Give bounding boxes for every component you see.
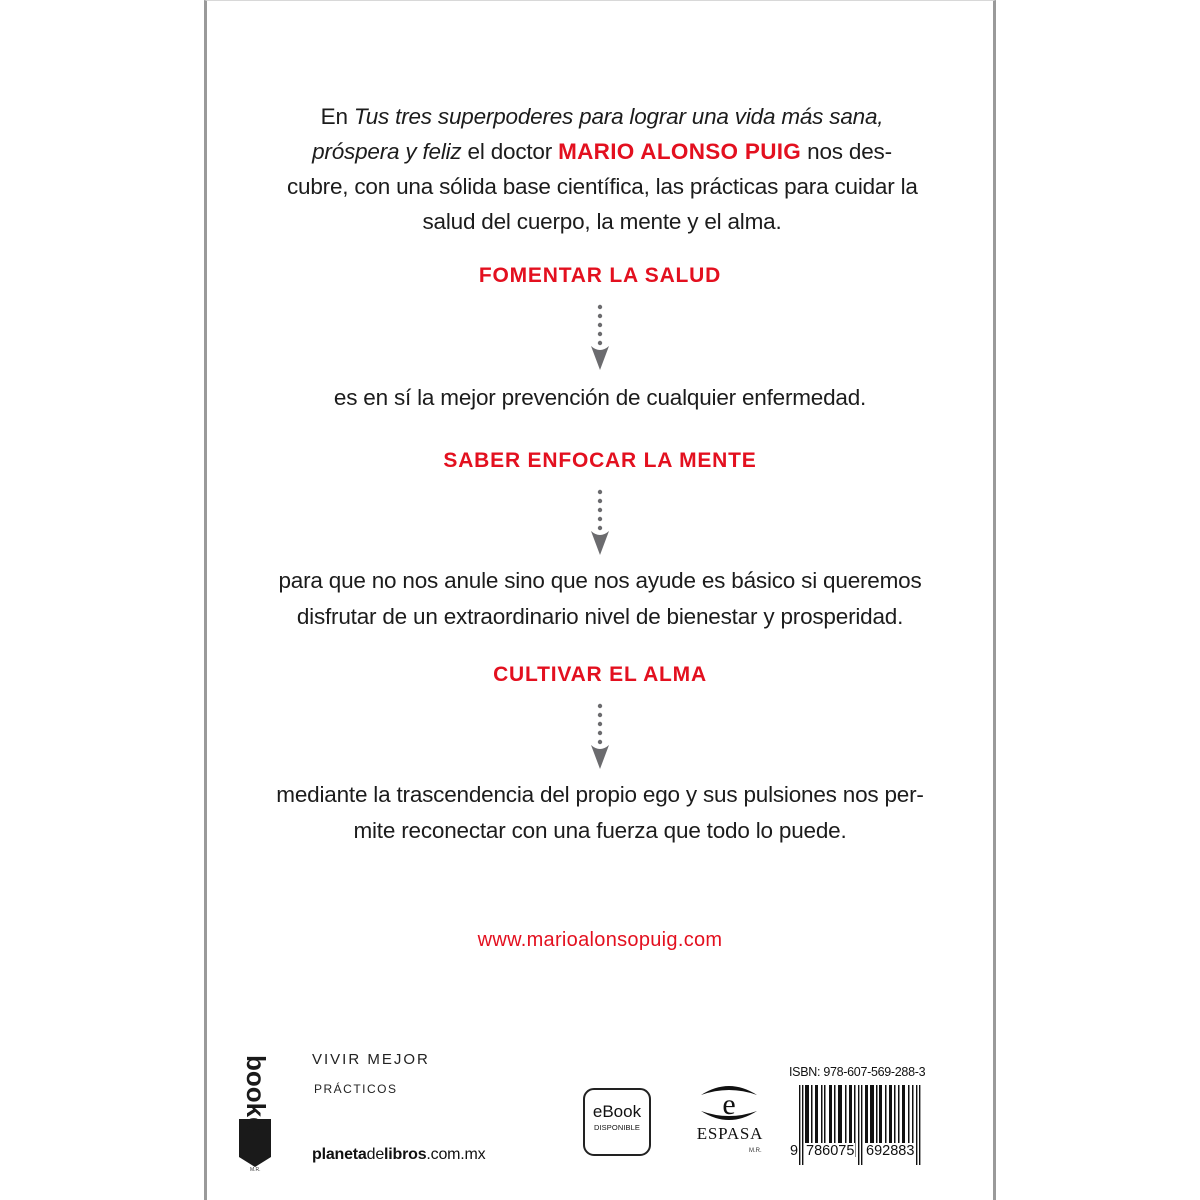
section-body-line: mite reconectar con una fuerza que todo lo puede. [353,818,847,843]
isbn-number: ISBN: 978-607-569-288-3 [789,1065,926,1079]
booket-logo-text: booket [241,1055,271,1141]
espasa-wordmark: ESPASA [696,1124,764,1143]
section-heading: FOMENTAR LA SALUD [478,264,722,287]
section-body-line: para que no nos anule sino que nos ayude es básico si queremos [278,568,922,593]
svg-text:e: e [722,1088,736,1121]
isbn-barcode-block [789,1065,989,1159]
publisher-url-part: de [366,1146,385,1163]
publisher-url-part: libros [384,1146,427,1163]
booket-logo-icon [235,1053,277,1171]
intro-line-4: salud del cuerpo, la mente y el alma. [422,209,782,234]
espasa-eye-icon [689,1081,769,1123]
ebook-available-badge [583,1088,651,1156]
intro-text: nos des- [801,139,892,164]
dotted-down-arrow-icon [588,487,612,559]
barcode-digit: 9 [790,1143,799,1159]
book-title-italic: Tus tres superpoderes para lograr una vida más sana, [353,104,884,129]
series-label [312,1051,430,1096]
intro-paragraph [287,99,917,239]
section-body [207,777,993,849]
intro-text: el doctor [461,139,559,164]
svg-text:M.R.: M.R. [250,1167,261,1171]
intro-line-2 [287,134,917,169]
series-title: VIVIR MEJOR [312,1051,430,1068]
intro-line-1 [287,99,917,134]
section-cultivar-el-alma [207,663,993,849]
trademark-mark: M.R. [749,1148,762,1154]
barcode-digits-right: 692883 [866,1143,915,1159]
author-name: MARIO ALONSO PUIG [558,139,802,164]
section-body-line: es en sí la mejor prevención de cualquier enfermedad. [333,385,867,410]
section-body [207,380,993,416]
ebook-badge-subtitle: DISPONIBLE [593,1123,640,1132]
publisher-url-part: .com.mx [426,1146,486,1163]
espasa-logo [691,1081,771,1161]
section-body-line: mediante la trascendencia del propio ego y sus pulsiones nos per- [276,782,924,807]
dotted-down-arrow-icon [588,302,612,374]
section-body [207,563,993,635]
intro-line-3: cubre, con una sólida base científica, las prácticas para cuidar la [287,174,918,199]
book-title-italic: próspera y feliz [312,139,462,164]
section-heading: CULTIVAR EL ALMA [493,663,707,686]
author-website-link[interactable]: www.marioalonsopuig.com [477,929,723,951]
intro-text: En [320,104,354,129]
publisher-website-link[interactable] [312,1146,485,1164]
series-subtitle: PRÁCTICOS [314,1082,398,1096]
publisher-url-part: planeta [312,1146,367,1163]
book-back-cover [204,0,996,1200]
section-saber-enfocar-la-mente [207,449,993,635]
barcode-digits-left: 786075 [806,1143,855,1159]
ebook-badge-title: eBook [592,1102,642,1121]
section-heading: SABER ENFOCAR LA MENTE [443,449,757,472]
dotted-down-arrow-icon [588,701,612,773]
section-fomentar-la-salud [207,264,993,416]
section-body-line: disfrutar de un extraordinario nivel de bienestar y prosperidad. [296,604,904,629]
